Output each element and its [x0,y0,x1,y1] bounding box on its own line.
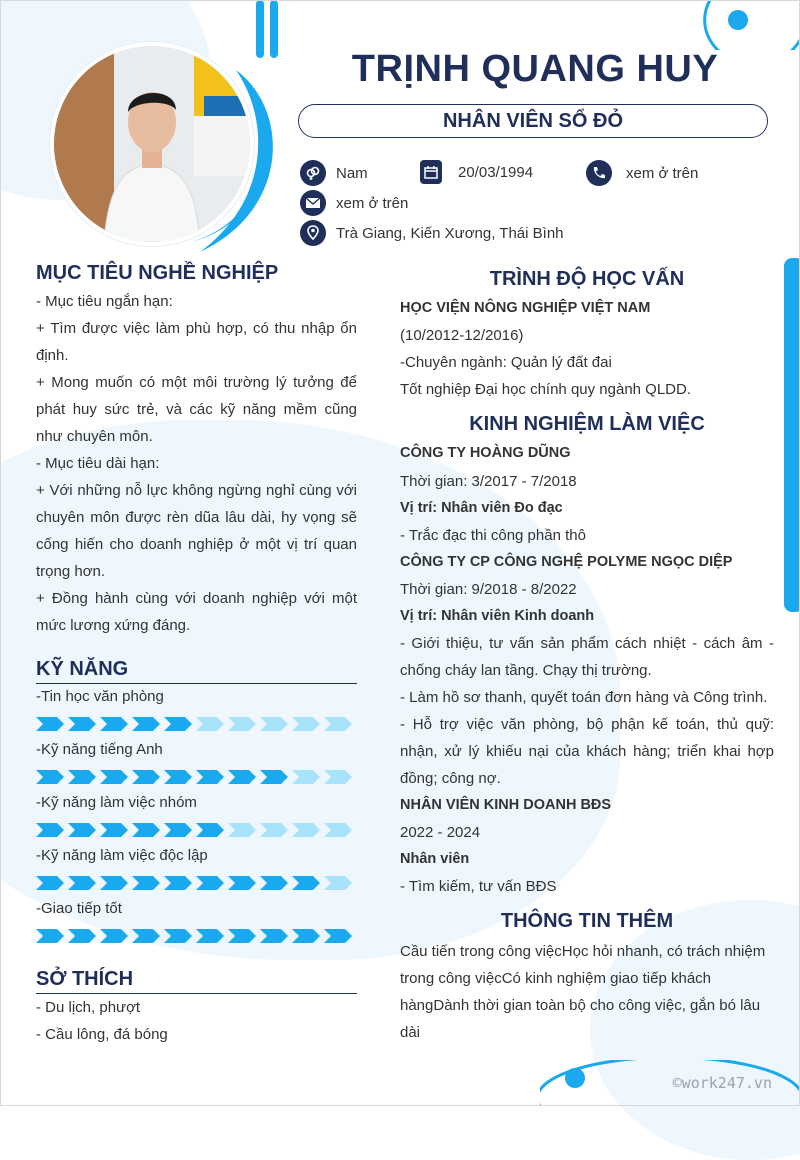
contact-dob [420,160,533,184]
skill-chevron-filled [292,929,321,943]
contact-gender [300,160,368,186]
skill-chevron-filled [196,876,225,890]
skill-bar [36,717,353,731]
job-title-badge: NHÂN VIÊN SỔ ĐỎ [298,104,768,138]
location-pin-icon [300,220,326,246]
skill-chevron-filled [100,770,129,784]
skill-chevron-empty [260,823,289,837]
skill-chevron-filled [132,717,161,731]
skill-label: -Kỹ năng tiếng Anh [36,741,163,758]
skill-chevron-filled [196,929,225,943]
avatar-photo [50,42,254,246]
candidate-name: TRỊNH QUANG HUY [351,48,719,90]
skill-chevron-filled [260,770,289,784]
skill-chevron-empty [228,823,257,837]
job3-time: 2022 - 2024 [400,824,481,841]
skill-chevron-filled [228,876,257,890]
email-icon [300,190,326,216]
skill-chevron-filled [100,717,129,731]
skill-chevron-empty [324,823,353,837]
job1-time: Thời gian: 3/2017 - 7/2018 [400,473,577,490]
phone-icon [586,160,612,186]
job2-desc-2: - Làm hồ sơ thanh, quyết toán đơn hàng và Công trình. [400,689,768,706]
contact-phone [586,160,698,186]
top-right-ring-decor [700,0,800,50]
email-value: xem ở trên [336,194,409,212]
skill-chevron-filled [36,717,65,731]
education-school: HỌC VIỆN NÔNG NGHIỆP VIỆT NAM [400,300,651,316]
job3-desc: - Tìm kiếm, tư vấn BĐS [400,878,557,895]
skill-chevron-filled [68,823,97,837]
person-photo-icon [54,46,250,242]
skill-chevron-empty [324,717,353,731]
skill-bar [36,823,353,837]
gender-value: Nam [336,164,368,182]
skill-chevron-filled [132,823,161,837]
address-value: Trà Giang, Kiến Xương, Thái Bình [336,224,564,242]
skill-chevron-filled [68,717,97,731]
education-period: (10/2012-12/2016) [400,327,524,344]
objective-line-6: + Đồng hành cùng với doanh nghiệp với một mức lương xứng đáng. [36,590,357,634]
job2-company: CÔNG TY CP CÔNG NGHỆ POLYME NGỌC DIỆP [400,554,733,570]
watermark: ©work247.vn [672,1074,772,1092]
right-edge-bar [782,258,800,612]
dob-value: 20/03/1994 [458,163,534,181]
skill-chevron-filled [68,929,97,943]
skill-bar [36,770,353,784]
extra-info-heading: THÔNG TIN THÊM [500,910,674,932]
skill-chevron-filled [68,876,97,890]
phone-value: xem ở trên [626,164,699,182]
hobby-item: - Du lịch, phượt [36,999,141,1016]
job2-desc-3: - Hỗ trợ việc văn phòng, bộ phận kế toán, thủ quỹ: nhận, xử lý khiếu nại của khách hàng; triển khai hợp đồng; công nợ. [400,716,774,787]
gender-icon [300,160,326,186]
skill-label: -Kỹ năng làm việc nhóm [36,794,197,811]
education-heading: TRÌNH ĐỘ HỌC VẤN [489,268,685,290]
skill-chevron-filled [260,876,289,890]
skill-chevron-filled [36,770,65,784]
skill-label: -Tin học văn phòng [36,688,164,705]
skill-label: -Kỹ năng làm việc độc lập [36,847,208,864]
job1-role: Vị trí: Nhân viên Đo đạc [400,500,563,516]
job1-company: CÔNG TY HOÀNG DŨNG [400,445,571,461]
skill-chevron-filled [36,876,65,890]
skill-chevron-filled [132,770,161,784]
skills-heading: KỸ NĂNG [36,658,357,684]
skill-chevron-filled [36,929,65,943]
skill-chevron-filled [228,770,257,784]
skill-chevron-filled [164,717,193,731]
job2-role: Vị trí: Nhân viên Kinh doanh [400,608,595,624]
skill-label: -Giao tiếp tốt [36,900,122,917]
skill-chevron-empty [324,770,353,784]
skill-chevron-filled [164,770,193,784]
job2-time: Thời gian: 9/2018 - 8/2022 [400,581,577,598]
skill-chevron-filled [132,929,161,943]
objective-line-1: - Mục tiêu ngắn hạn: [36,293,173,310]
skill-chevron-empty [292,717,321,731]
job2-desc-1: - Giới thiệu, tư vấn sản phẩm cách nhiệt - cách âm - chống cháy lan tầng. Chạy thị trường. [400,635,774,679]
hobby-item: - Cầu lông, đá bóng [36,1026,168,1043]
contact-email [300,190,408,216]
skill-chevron-filled [164,823,193,837]
skill-bar [36,929,353,943]
skill-chevron-empty [292,823,321,837]
skill-chevron-empty [228,717,257,731]
objective-line-4: - Mục tiêu dài hạn: [36,455,160,472]
skill-chevron-filled [196,770,225,784]
objective-line-2: + Tìm được việc làm phù hợp, có thu nhập ổn định. [36,320,357,364]
skill-chevron-filled [164,929,193,943]
job3-company: NHÂN VIÊN KINH DOANH BĐS [400,797,612,813]
skill-chevron-filled [68,770,97,784]
skill-chevron-empty [260,717,289,731]
skill-chevron-filled [228,929,257,943]
skill-chevron-filled [100,929,129,943]
skill-chevron-filled [36,823,65,837]
extra-info-text: Cầu tiến trong công việcHọc hỏi nhanh, có trách nhiệm trong công việcCó kinh nghiệm giao tiếp khách hàngDành thời gian toàn bộ cho công việc, gắn bó lâu dài [400,943,766,1041]
skill-bar [36,876,353,890]
skill-chevron-filled [260,929,289,943]
skill-chevron-empty [292,770,321,784]
calendar-icon [420,160,442,184]
education-degree: Tốt nghiệp Đại học chính quy ngành QLDD. [400,381,692,398]
job1-desc: - Trắc đạc thi công phần thô [400,527,586,544]
job3-role: Nhân viên [400,851,470,867]
skill-chevron-filled [324,929,353,943]
skill-chevron-filled [100,823,129,837]
hobbies-heading: SỞ THÍCH [36,968,357,994]
skill-chevron-filled [100,876,129,890]
objective-heading: MỤC TIÊU NGHỀ NGHIỆP [36,262,279,284]
skill-chevron-filled [164,876,193,890]
education-major: -Chuyên ngành: Quản lý đất đai [400,354,612,371]
objective-line-5: + Với những nỗ lực không ngừng nghỉ cùng với chuyên môn được rèn dũa lâu dài, hy vọng sẽ cống hiến cho doanh nghiệp ở một vị trí quan trọng hơn. [36,482,357,580]
experience-heading: KINH NGHIỆM LÀM VIỆC [469,413,705,435]
skill-chevron-empty [324,876,353,890]
skill-chevron-filled [196,823,225,837]
skill-chevron-empty [196,717,225,731]
skill-chevron-filled [132,876,161,890]
skill-chevron-filled [292,876,321,890]
objective-line-3: + Mong muốn có một môi trường lý tưởng để phát huy sức trẻ, và các kỹ năng mềm cũng như chuyên môn. [36,374,357,445]
contact-address [300,220,564,246]
